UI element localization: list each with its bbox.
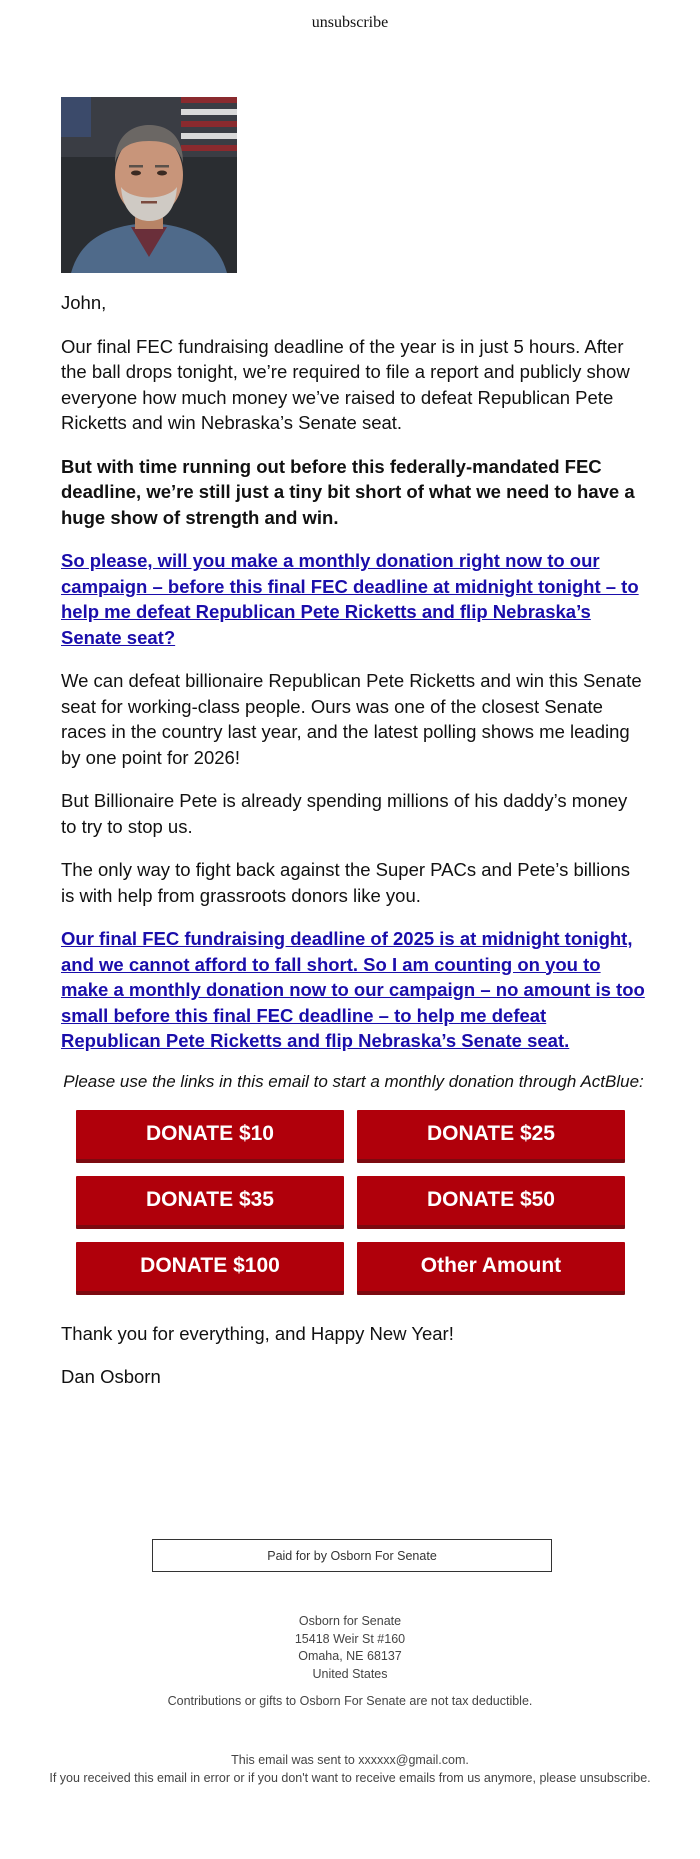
donate-button-grid: [76, 1110, 646, 1295]
address-line: Omaha, NE 68137: [298, 1649, 402, 1663]
sent-to-line: [0, 1752, 700, 1770]
candidate-portrait: [61, 97, 237, 273]
address-line: United States: [312, 1666, 388, 1681]
donate-10-button[interactable]: DONATE $10: [76, 1110, 344, 1163]
signature: Dan Osborn: [61, 1366, 161, 1387]
mailing-address: [0, 1613, 700, 1683]
email-body: [61, 290, 646, 1408]
donate-35-button[interactable]: DONATE $35: [76, 1176, 344, 1229]
sent-to-prefix: This email was sent to: [231, 1753, 359, 1767]
actblue-note: Please use the links in this email to start a monthly donation through ActBlue:: [63, 1071, 644, 1091]
address-line: 15418 Weir St #160: [294, 1631, 406, 1646]
paid-for-disclaimer: [152, 1539, 552, 1572]
donate-100-button[interactable]: DONATE $100: [76, 1242, 344, 1295]
greeting: John,: [61, 292, 107, 313]
sent-to-suffix: .: [465, 1753, 469, 1767]
donate-50-button[interactable]: DONATE $50: [357, 1176, 625, 1229]
tax-deductible-note: Contributions or gifts to Osborn For Senate are not tax deductible.: [167, 1694, 533, 1708]
paragraph-bold-urgency: But with time running out before this federally-mandated FEC deadline, we’re still just a tiny bit short of what we need to have a huge show of strength and win.: [61, 455, 635, 528]
paragraph-grassroots: The only way to fight back against the Super PACs and Pete’s billions is with help from grassroots donors like you.: [61, 859, 631, 906]
recipient-email: xxxxxx@gmail.com: [358, 1753, 466, 1767]
paragraph-billionaire: But Billionaire Pete is already spending millions of his daddy’s money to try to stop us.: [61, 790, 628, 837]
unsubscribe-link[interactable]: unsubscribe: [311, 14, 389, 31]
donate-link-1[interactable]: So please, will you make a monthly donation right now to our campaign – before this final FEC deadline at midnight tonight – to help me defeat Republican Pete Ricketts and flip Nebraska’s Senate seat?: [61, 550, 639, 648]
paragraph-polling: We can defeat billionaire Republican Pete Ricketts and win this Senate seat for working-class people. Ours was one of the closest Senate races in the country last year, and the latest polling shows me leading by one point for 2026!: [61, 670, 642, 768]
donate-link-2[interactable]: Our final FEC fundraising deadline of 2025 is at midnight tonight, and we cannot afford to fall short. So I am counting on you to make a monthly donation now to our campaign – no amount is too small before this final FEC deadline – to help me defeat Republican Pete Ricketts and flip Nebraska’s Senate seat.: [61, 928, 645, 1051]
donate-other-amount-button[interactable]: Other Amount: [357, 1242, 625, 1295]
donate-25-button[interactable]: DONATE $25: [357, 1110, 625, 1163]
paid-for-text: Paid for by Osborn For Senate: [267, 1548, 437, 1563]
paragraph-deadline: Our final FEC fundraising deadline of the year is in just 5 hours. After the ball drops tonight, we’re required to file a report and publicly show everyone how much money we’ve raised to defeat Republican Pete Ricketts and win Nebraska’s Senate seat.: [61, 335, 630, 433]
error-unsubscribe-note: If you received this email in error or if you don't want to receive emails from us anymore, please unsubscribe.: [49, 1770, 651, 1785]
address-line: Osborn for Senate: [298, 1614, 402, 1628]
thanks-line: Thank you for everything, and Happy New Year!: [61, 1322, 454, 1344]
recipient-notice: [0, 1752, 700, 1787]
